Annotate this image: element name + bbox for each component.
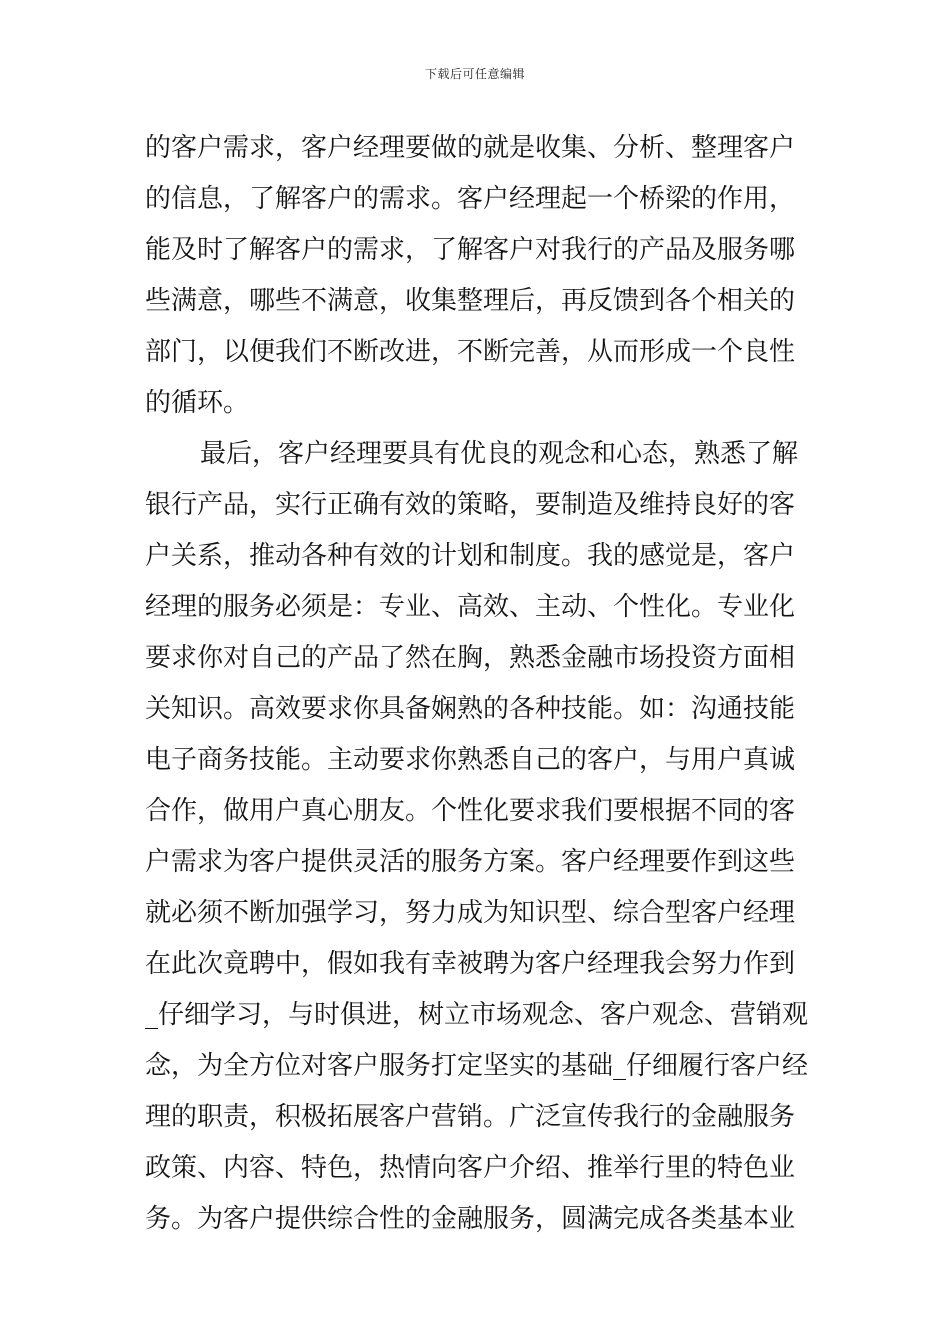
paragraph-final xyxy=(145,429,815,1245)
text-line: _仔细学习，与时俱进，树立市场观念、客户观念、营销观 xyxy=(145,1000,809,1030)
text-line: 务。为客户提供综合性的金融服务，圆满完成各类基本业 xyxy=(145,1204,796,1234)
text-line: 部门，以便我们不断改进，不断完善，从而形成一个良性 xyxy=(145,337,796,367)
text-line: 念，为全方位对客户服务打定坚实的基础_仔细履行客户经 xyxy=(145,1051,809,1081)
text-line: 在此次竟聘中，假如我有幸被聘为客户经理我会努力作到 xyxy=(145,949,796,979)
text-line: 户需求为客户提供灵活的服务方案。客户经理要作到这些 xyxy=(145,847,796,877)
text-line: 最后，客户经理要具有优良的观念和心态，熟悉了解 xyxy=(200,439,799,469)
text-line: 的客户需求，客户经理要做的就是收集、分析、整理客户 xyxy=(145,133,796,163)
text-line: 电子商务技能。主动要求你熟悉自己的客户，与用户真诚 xyxy=(145,745,796,775)
page-header xyxy=(0,66,950,82)
text-line: 户关系，推动各种有效的计划和制度。我的感觉是，客户 xyxy=(145,541,796,571)
paragraph-continued xyxy=(145,123,815,429)
text-line: 理的职责，积极拓展客户营销。广泛宣传我行的金融服务 xyxy=(145,1102,796,1132)
text-line: 的信息，了解客户的需求。客户经理起一个桥梁的作用， xyxy=(145,184,796,214)
text-line: 的循环。 xyxy=(145,388,250,418)
text-line: 关知识。高效要求你具备娴熟的各种技能。如：沟通技能 xyxy=(145,694,796,724)
text-line: 经理的服务必须是：专业、高效、主动、个性化。专业化 xyxy=(145,592,796,622)
document-body xyxy=(145,123,815,1245)
text-line: 政策、内容、特色，热情向客户介绍、推举行里的特色业 xyxy=(145,1153,796,1183)
text-line: 合作，做用户真心朋友。个性化要求我们要根据不同的客 xyxy=(145,796,796,826)
header-label: 下载后可任意编辑 xyxy=(424,67,525,81)
text-line: 要求你对自己的产品了然在胸，熟悉金融市场投资方面相 xyxy=(145,643,796,673)
text-line: 能及时了解客户的需求，了解客户对我行的产品及服务哪 xyxy=(145,235,796,265)
text-line: 银行产品，实行正确有效的策略，要制造及维持良好的客 xyxy=(145,490,796,520)
text-line: 些满意，哪些不满意，收集整理后，再反馈到各个相关的 xyxy=(145,286,796,316)
text-line: 就必须不断加强学习，努力成为知识型、综合型客户经理 xyxy=(145,898,796,928)
